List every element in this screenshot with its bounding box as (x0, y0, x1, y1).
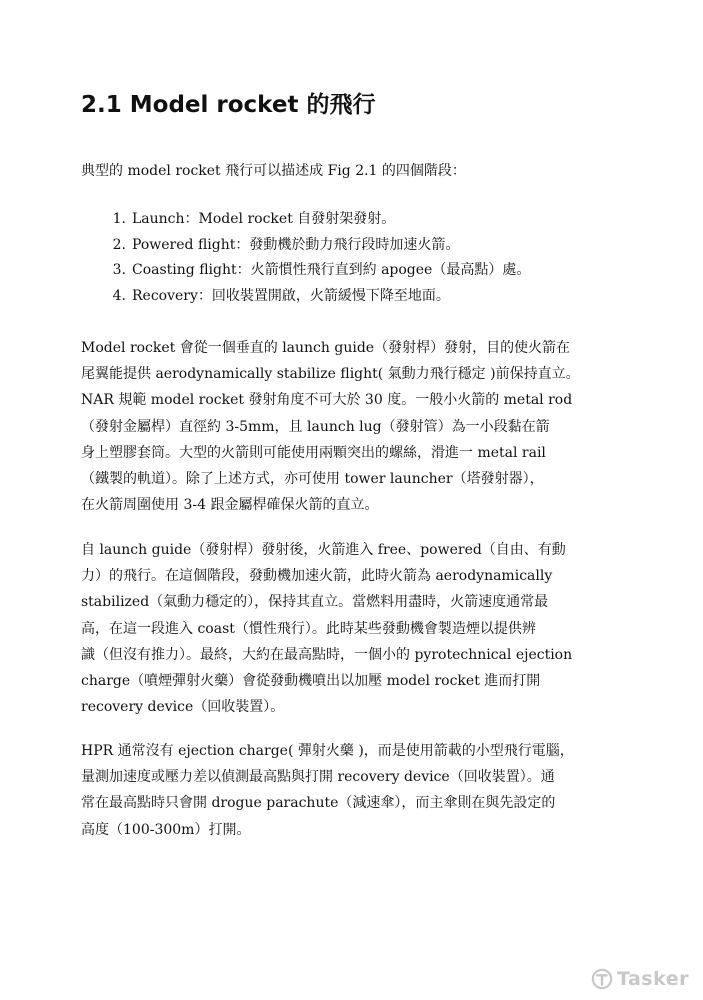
text-line: 力）的飛行。在這個階段，發動機加速火箭，此時火箭為 aerodynamically (81, 568, 553, 585)
tasker-watermark (591, 968, 689, 990)
text-line: 高度（100-300m）打開。 (81, 821, 251, 838)
list-item (81, 233, 530, 259)
text-line: NAR 規範 model rocket 發射角度不可大於 30 度。一般小火箭的 metal rod (81, 392, 573, 409)
text-line: 在火箭周圍使用 3-4 跟金屬桿確保火箭的直立。 (81, 497, 379, 514)
text-line: 識（但沒有推力）。最終，大約在最高點時，一個小的 pyrotechnical ejection (81, 646, 573, 663)
text-line: 量測加速度或壓力差以偵測最高點與打開 recovery device（回收裝置）。通 (81, 769, 555, 786)
tasker-logo-icon (591, 968, 613, 990)
list-number: 4. (112, 287, 126, 304)
text-line: （發射金屬桿）直徑約 3-5mm，且 launch lug（發射管）為一小段黏在箭 (81, 418, 550, 435)
text-line: 身上塑膠套筒。大型的火箭則可能使用兩顆突出的螺絲，滑進一 metal rail (81, 444, 546, 461)
list-item (81, 284, 530, 310)
list-text: Recovery：回收裝置開啟，火箭緩慢下降至地面。 (132, 287, 450, 304)
text-line: 高，在這一段進入 coast（慣性飛行）。此時某些發動機會製造煙以提供辨 (81, 620, 536, 637)
flight-phases-list (81, 207, 530, 309)
text-line: （鐵製的軌道）。除了上述方式，亦可使用 tower launcher（塔發射器）， (81, 471, 544, 488)
text-line: 常在最高點時只會開 drogue parachute（減速傘），而主傘則在與先設定的 (81, 795, 556, 812)
intro-paragraph: 典型的 model rocket 飛行可以描述成 Fig 2.1 的四個階段： (81, 163, 466, 179)
text-line: charge（噴煙彈射火藥）會從發動機噴出以加壓 model rocket 進而打開 (81, 673, 541, 690)
launch-guide-paragraph (81, 335, 626, 518)
list-number: 2. (112, 236, 126, 253)
text-line: 尾翼能提供 aerodynamically stabilize flight( 氣動力飛行穩定 )前保持直立。 (81, 366, 580, 383)
list-text: Coasting flight：火箭慣性飛行直到約 apogee（最高點）處。 (132, 262, 531, 279)
text-line: stabilized（氣動力穩定的），保持其直立。當燃料用盡時，火箭速度通常最 (81, 594, 549, 611)
list-item (81, 207, 530, 233)
section-heading: 2.1 Model rocket 的飛行 (81, 92, 376, 118)
text-line: recovery device（回收裝置）。 (81, 699, 285, 716)
list-item (81, 258, 530, 284)
watermark-text: Tasker (616, 968, 689, 990)
list-number: 1. (112, 211, 126, 227)
text-line: HPR 通常沒有 ejection charge( 彈射火藥 )，而是使用箭載的小型飛行電腦， (81, 743, 574, 759)
list-text: Powered flight：發動機於動力飛行段時加速火箭。 (132, 236, 460, 253)
list-number: 3. (112, 262, 126, 279)
flight-phase-paragraph (81, 537, 626, 720)
text-line: Model rocket 會從一個垂直的 launch guide（發射桿）發射，目的使火箭在 (81, 340, 571, 356)
list-text: Launch：Model rocket 自發射架發射。 (132, 211, 396, 227)
hpr-paragraph (81, 738, 626, 843)
text-line: 自 launch guide（發射桿）發射後，火箭進入 free、powered（自由、有動 (81, 542, 566, 558)
